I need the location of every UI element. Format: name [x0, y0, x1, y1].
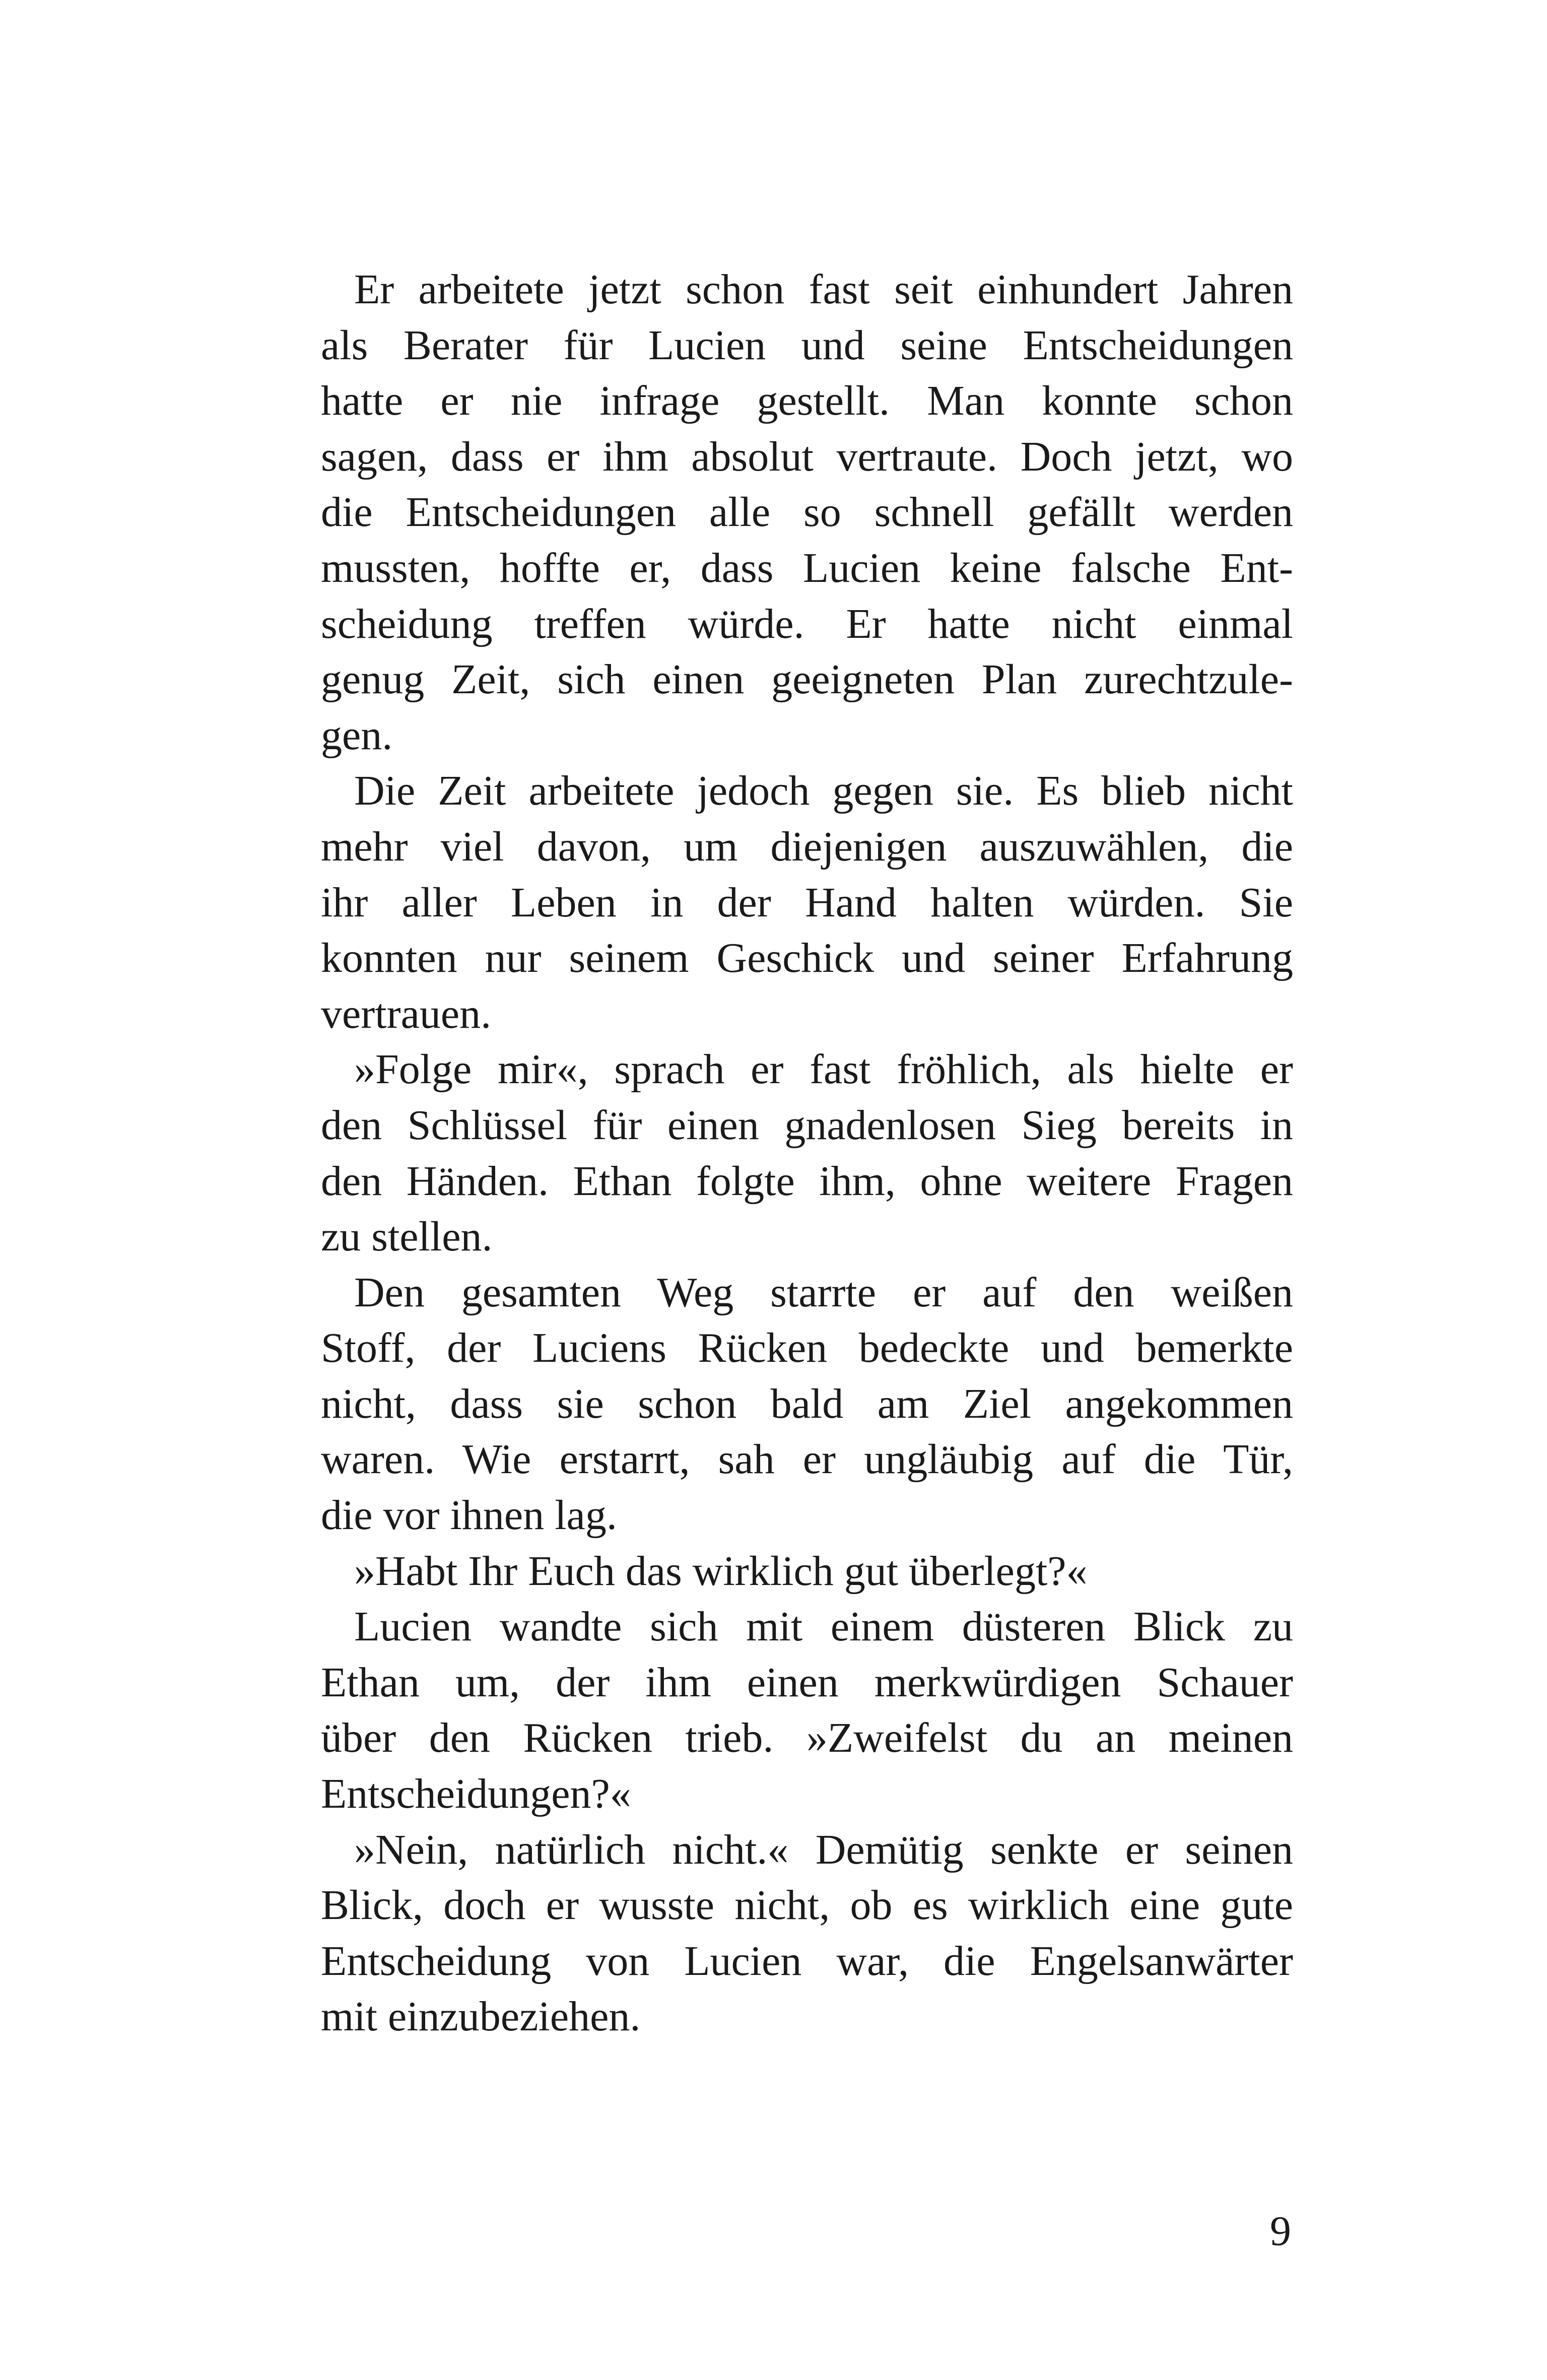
text-line: waren. Wie erstarrt, sah er ungläubig auf die Tür, [321, 1436, 1293, 1483]
text-line: Er arbeitete jetzt schon fast seit einhundert Jahren [354, 266, 1293, 313]
text-line: scheidung treffen würde. Er hatte nicht einmal [321, 600, 1293, 647]
text-line: zu stellen. [321, 1213, 493, 1261]
text-line: vertrauen. [321, 990, 492, 1037]
text-line: hatte er nie infrage gestellt. Man konnte schon [321, 377, 1293, 425]
text-line: gen. [321, 711, 393, 759]
text-line: die Entscheidungen alle so schnell gefällt werden [321, 489, 1293, 536]
text-line: mussten, hoffte er, dass Lucien keine falsche Ent- [321, 544, 1293, 591]
text-line: Die Zeit arbeitete jedoch gegen sie. Es blieb nicht [354, 767, 1293, 815]
page-number: 9 [1270, 2208, 1291, 2255]
text-line: ihr aller Leben in der Hand halten würden. Sie [321, 879, 1293, 926]
text-line: als Berater für Lucien und seine Entscheidungen [321, 321, 1293, 369]
text-line: »Folge mir«, sprach er fast fröhlich, als hielte er [354, 1046, 1293, 1093]
text-line: nicht, dass sie schon bald am Ziel angekommen [321, 1380, 1293, 1427]
text-line: »Habt Ihr Euch das wirklich gut überlegt?« [354, 1547, 1088, 1595]
body-text [321, 262, 1293, 2045]
text-line: den Schlüssel für einen gnadenlosen Sieg bereits in [321, 1101, 1293, 1149]
text-line: »Nein, natürlich nicht.« Demütig senkte er seinen [354, 1826, 1293, 1873]
text-line: Lucien wandte sich mit einem düsteren Blick zu [354, 1603, 1293, 1650]
text-line: Ethan um, der ihm einen merkwürdigen Schauer [321, 1659, 1293, 1706]
text-line: mehr viel davon, um diejenigen auszuwählen, die [321, 823, 1293, 870]
text-line: Blick, doch er wusste nicht, ob es wirklich eine gute [321, 1882, 1293, 1929]
text-line: konnten nur seinem Geschick und seiner Erfahrung [321, 935, 1293, 982]
text-line: den Händen. Ethan folgte ihm, ohne weitere Fragen [321, 1157, 1293, 1205]
text-line: sagen, dass er ihm absolut vertraute. Doch jetzt, wo [321, 433, 1293, 480]
text-line: Entscheidungen?« [321, 1770, 631, 1818]
text-line: die vor ihnen lag. [321, 1492, 617, 1539]
text-line: Stoff, der Luciens Rücken bedeckte und bemerkte [321, 1325, 1293, 1372]
text-line: genug Zeit, sich einen geeigneten Plan zurechtzule- [321, 656, 1293, 703]
text-line: Entscheidung von Lucien war, die Engelsanwärter [321, 1937, 1293, 1985]
text-line: Den gesamten Weg starrte er auf den weißen [354, 1269, 1293, 1316]
text-line: mit einzubeziehen. [321, 1993, 641, 2040]
text-line: über den Rücken trieb. »Zweifelst du an meinen [321, 1714, 1293, 1762]
